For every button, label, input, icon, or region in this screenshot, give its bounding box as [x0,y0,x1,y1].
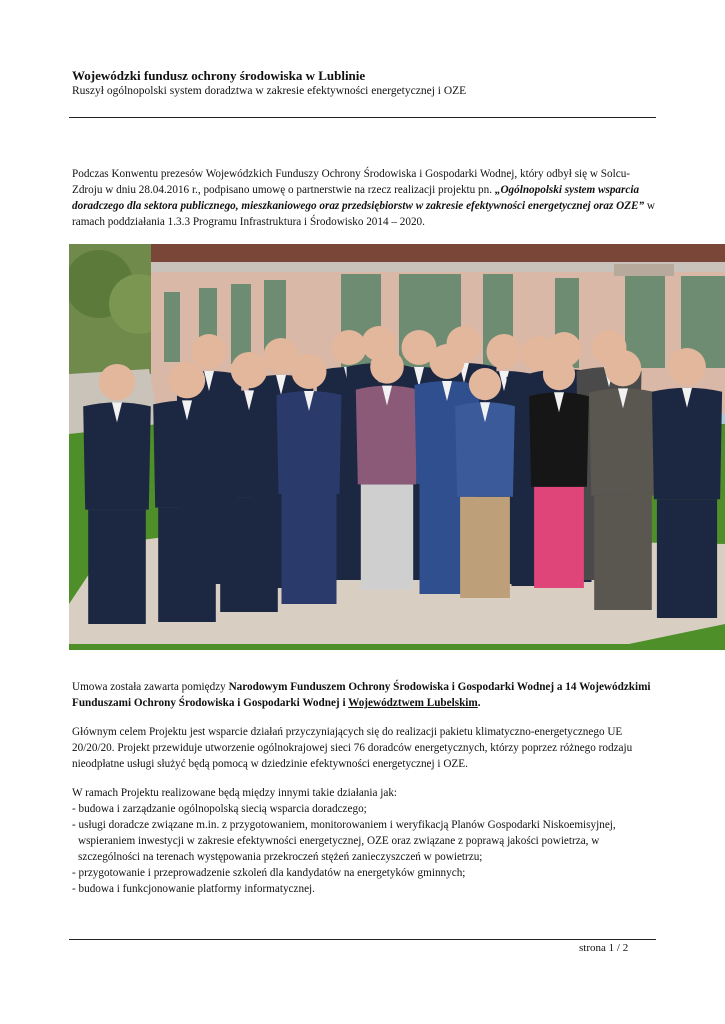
agreement-paragraph [72,679,658,711]
intro-text-end: w ramach poddziałania 1.3.3 Programu Infrastruktura i Środowisko 2014 – 2020. [72,200,655,228]
intro-paragraph [72,166,658,230]
footer-divider [69,939,656,940]
agreement-text: Umowa została zawarta pomiędzy [72,681,229,693]
document-header [72,68,662,99]
project-name: „Ogólnopolski system wsparcia doradczego dla sektora publicznego, mieszkaniowego oraz przedsiębiorstw w zakresie efektywności energetycznej oraz OZE” [72,184,645,212]
group-photo [69,244,725,650]
page-number: strona 1 / 2 [579,942,629,954]
actions-list-item: - usługi doradcze związane m.in. z przygotowaniem, monitorowaniem i weryfikacją Planów Gospodarki Niskoemisyjnej, [72,819,616,831]
agreement-period: . [477,697,481,709]
lubelskie-voivodeship: Województwem Lubelskim [348,697,478,709]
actions-list-item: wspieraniem inwestycji w zakresie efektywności energetycznej, OZE oraz związane z poprawą jakości powietrza, w szczególności na terenach występowania przekroczeń stężeń zanieczyszczeń w powietrzu; [78,835,600,863]
actions-list-item: - przygotowanie i przeprowadzenie szkoleń dla kandydatów na energetyków gminnych; [72,867,466,879]
intro-text: Podczas Konwentu prezesów Wojewódzkich Funduszy Ochrony Środowiska i Gospodarki Wodnej, który odbył się w Solcu-Zdroju w dniu 28.04.2016 r., podpisano umowę o partnerstwie na rzecz realizacji projektu pn. [72,168,631,196]
document-title: Wojewódzki fundusz ochrony środowiska w Lublinie [72,68,366,83]
actions-section [72,785,658,897]
header-divider [69,117,656,118]
agreement-parties: Narodowym Funduszem Ochrony Środowiska i Gospodarki Wodnej a 14 Wojewódzkimi Funduszami Ochrony Środowiska i Gospodarki Wodnej i [72,681,651,709]
goal-paragraph: Głównym celem Projektu jest wsparcie działań przyczyniających się do realizacji pakietu klimatyczno-energetycznego UE 20/20/20. Projekt przewiduje utworzenie ogólnokrajowej sieci 76 doradców energetycznych, którzy poprzez różnego rodzaju nieodpłatne usługi służyć będą pomocą w dziedzinie efektywności energetycznej i OZE. [72,726,633,770]
group-photo-illustration [69,244,725,650]
actions-lead: W ramach Projektu realizowane będą między innymi takie działania jak: [72,787,398,799]
actions-list-item: - budowa i zarządzanie ogólnopolską siecią wsparcia doradczego; [72,803,367,815]
actions-list-item: - budowa i funkcjonowanie platformy informatycznej. [72,883,315,895]
document-subtitle: Ruszył ogólnopolski system doradztwa w zakresie efektywności energetycznej i OZE [72,85,467,97]
